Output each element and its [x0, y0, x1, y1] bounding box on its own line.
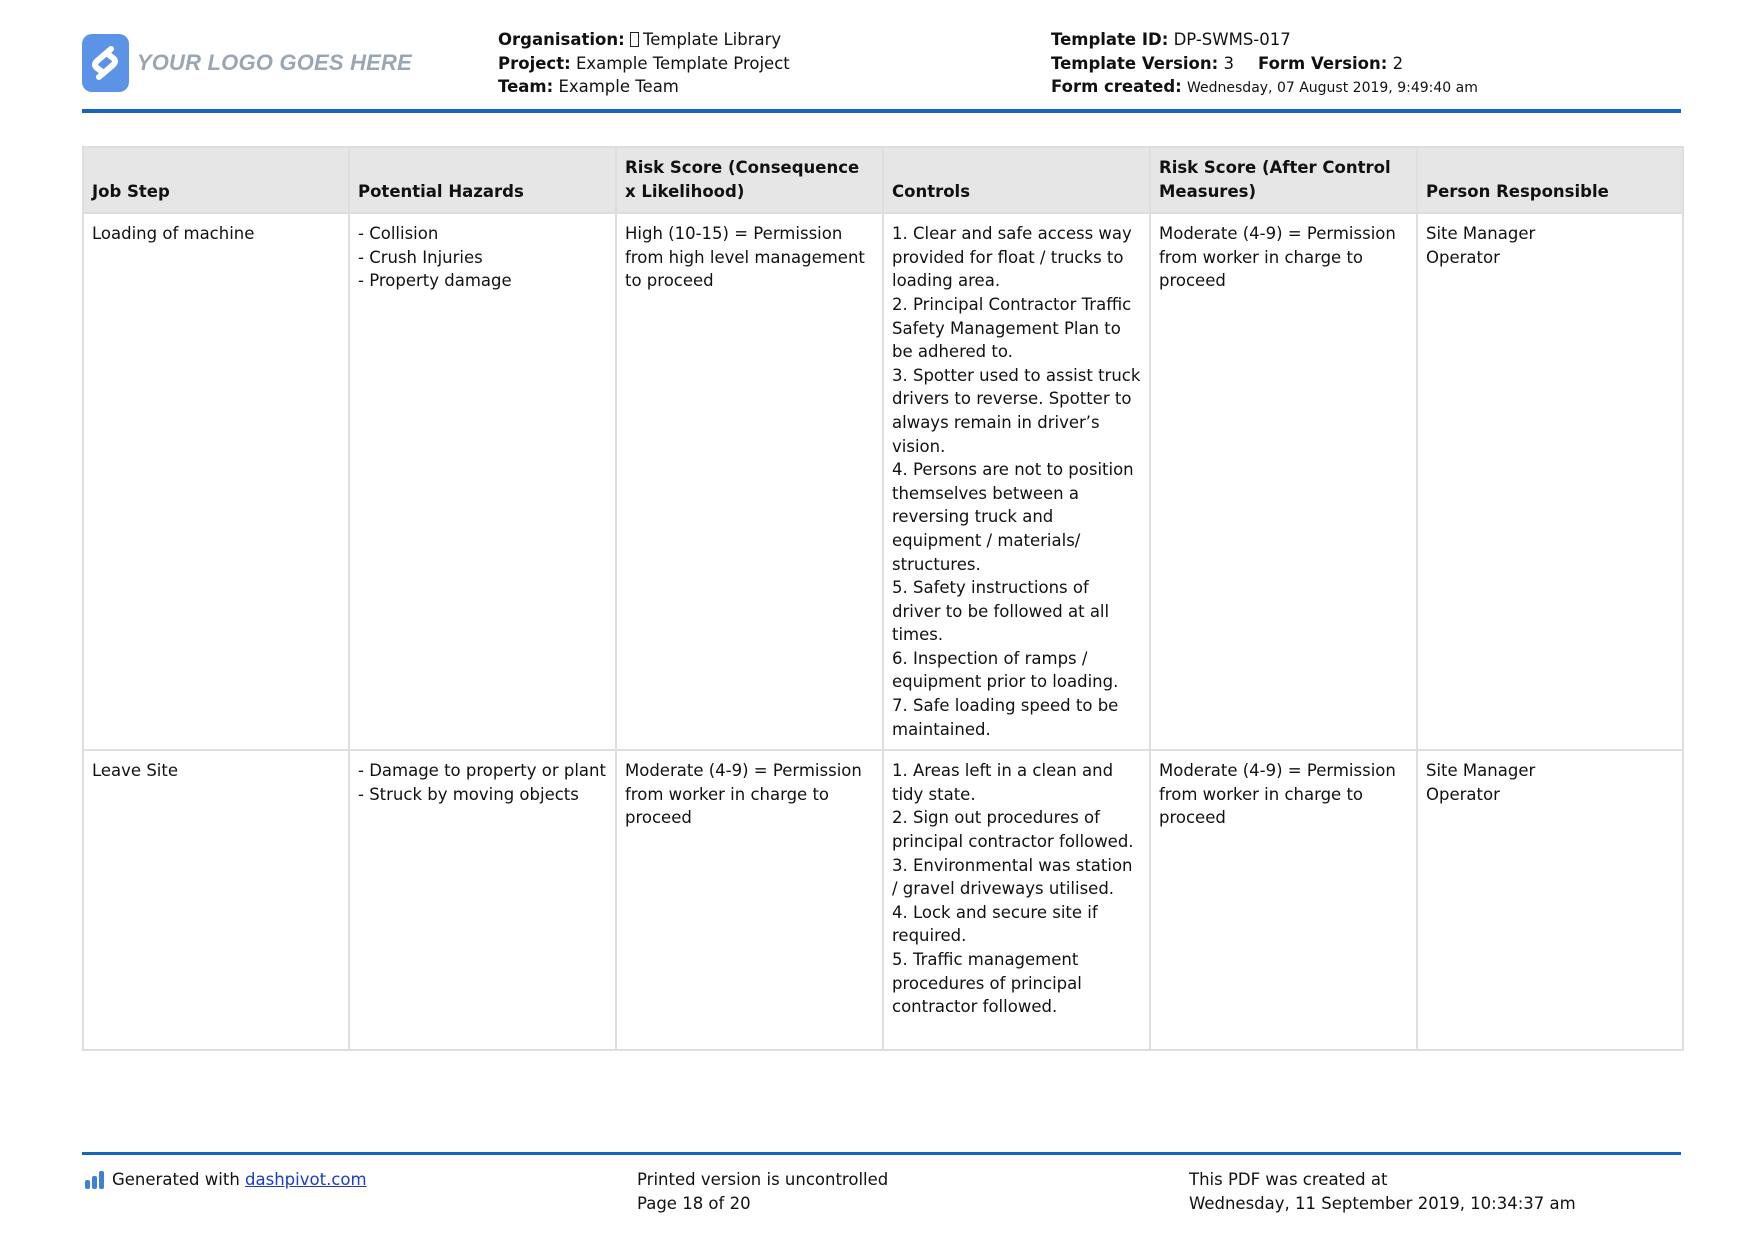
cell-potential-hazards: - Collision - Crush Injuries - Property damage — [349, 213, 616, 750]
cell-risk-score: Moderate (4-9) = Permission from worker in charge to proceed — [616, 750, 883, 1050]
form-version-label: Form Version: — [1257, 53, 1388, 73]
project-value: Example Template Project — [575, 53, 790, 73]
table-row — [83, 213, 1683, 750]
footer-status — [637, 1168, 888, 1215]
cell-risk-score: High (10-15) = Permission from high level management to proceed — [616, 213, 883, 750]
footer-created — [1189, 1168, 1576, 1215]
page-number: Page 18 of 20 — [637, 1193, 751, 1213]
template-version-label: Template Version: — [1051, 53, 1219, 73]
logo-text: YOUR LOGO GOES HERE — [136, 50, 412, 75]
dashpivot-bars-icon — [85, 1171, 104, 1189]
pdf-created-value: Wednesday, 11 September 2019, 10:34:37 am — [1189, 1193, 1576, 1213]
project-label: Project: — [498, 53, 571, 73]
organisation-icon — [630, 32, 639, 47]
logo-mark-icon — [82, 34, 129, 92]
cell-controls: 1. Areas left in a clean and tidy state. 2. Sign out procedures of principal contractor followed. 3. Environmental was station / gravel driveways utilised. 4. Lock and secure site if required. 5. Traffic management procedures of principal contractor followed. — [883, 750, 1150, 1050]
cell-risk-score-after: Moderate (4-9) = Permission from worker in charge to proceed — [1150, 750, 1417, 1050]
project-line — [498, 52, 790, 76]
header-meta-organisation — [498, 28, 790, 99]
team-label: Team: — [498, 77, 554, 96]
template-version-value: 3 — [1223, 53, 1234, 73]
footer-divider — [82, 1152, 1681, 1155]
header-meta-template — [1051, 28, 1478, 101]
cell-potential-hazards: - Damage to property or plant - Struck by moving objects — [349, 750, 616, 1050]
swms-table — [82, 146, 1684, 1051]
generated-prefix: Generated with — [112, 1170, 240, 1189]
form-created-value: Wednesday, 07 August 2019, 9:49:40 am — [1187, 80, 1478, 96]
form-created-label: Form created: — [1051, 77, 1182, 96]
page-header — [82, 28, 1681, 113]
team-value: Example Team — [558, 77, 679, 96]
company-logo — [82, 34, 412, 92]
column-header-risk-score-after: Risk Score (After Control Measures) — [1150, 147, 1417, 213]
footer-generated — [85, 1168, 367, 1192]
column-header-job-step: Job Step — [83, 147, 349, 213]
team-line — [498, 75, 790, 99]
organisation-line — [498, 28, 790, 52]
cell-person-responsible: Site Manager Operator — [1417, 213, 1683, 750]
version-line — [1051, 52, 1478, 76]
dashpivot-link[interactable]: dashpivot.com — [245, 1170, 367, 1189]
cell-controls: 1. Clear and safe access way provided for float / trucks to loading area. 2. Principal Contractor Traffic Safety Management Plan to be adhered to. 3. Spotter used to assist truck drivers to reverse. Spotter to always remain in driver’s vision. 4. Persons are not to position themselves between a reversing truck and equipment / materials/ structures. 5. Safety instructions of driver to be followed at all times. 6. Inspection of ramps / equipment prior to loading. 7. Safe loading speed to be maintained. — [883, 213, 1150, 750]
template-id-value: DP-SWMS-017 — [1173, 30, 1291, 49]
column-header-potential-hazards: Potential Hazards — [349, 147, 616, 213]
organisation-value: Template Library — [642, 30, 782, 49]
template-id-label: Template ID: — [1051, 30, 1169, 49]
template-id-line — [1051, 28, 1478, 52]
pdf-created-label: This PDF was created at — [1189, 1170, 1388, 1189]
table-row — [83, 750, 1683, 1050]
column-header-controls: Controls — [883, 147, 1150, 213]
cell-job-step: Loading of machine — [83, 213, 349, 750]
cell-person-responsible: Site Manager Operator — [1417, 750, 1683, 1050]
table-header-row — [83, 147, 1683, 213]
form-version-value: 2 — [1392, 53, 1404, 73]
header-divider — [82, 109, 1681, 113]
column-header-risk-score: Risk Score (Consequence x Likelihood) — [616, 147, 883, 213]
organisation-label: Organisation: — [498, 30, 625, 49]
cell-risk-score-after: Moderate (4-9) = Permission from worker in charge to proceed — [1150, 213, 1417, 750]
column-header-person-responsible: Person Responsible — [1417, 147, 1683, 213]
cell-job-step: Leave Site — [83, 750, 349, 1050]
form-created-line — [1051, 75, 1478, 101]
uncontrolled-notice: Printed version is uncontrolled — [637, 1170, 889, 1189]
